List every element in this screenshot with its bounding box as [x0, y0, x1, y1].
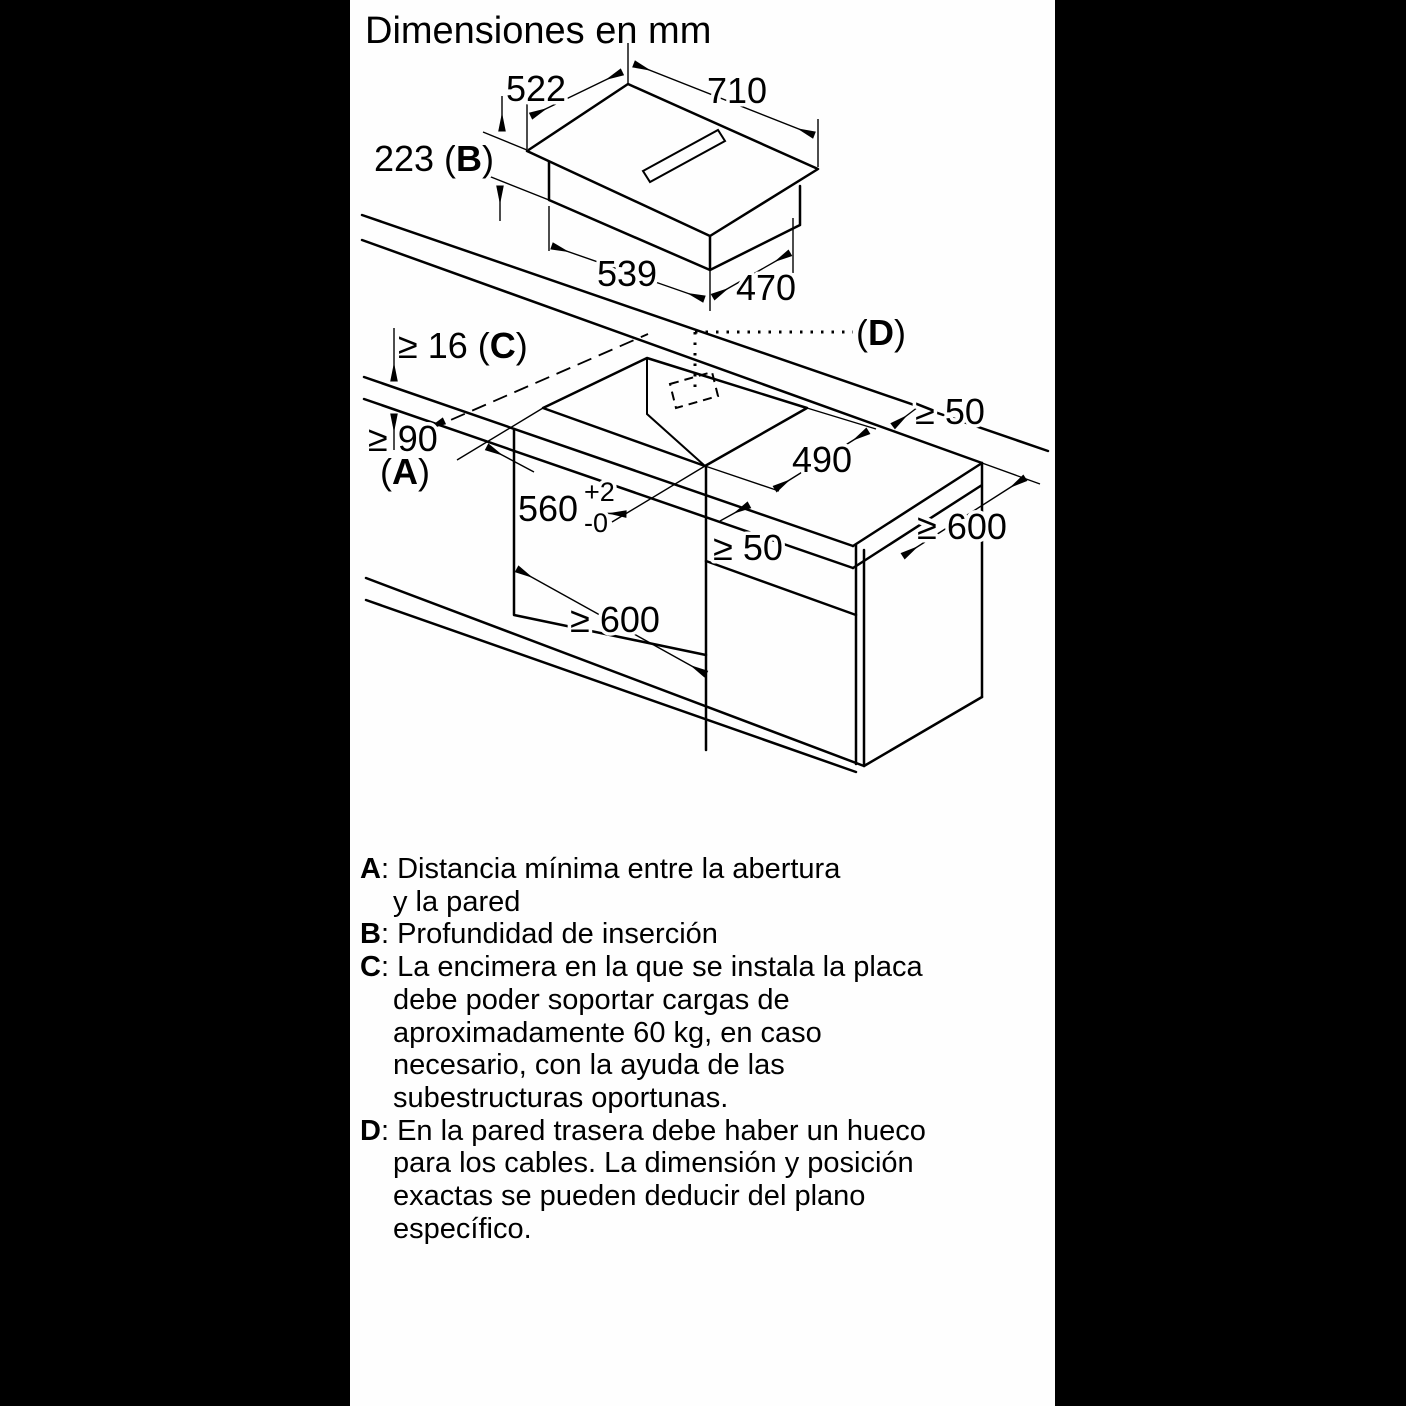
ext-490-front: [705, 466, 779, 491]
legend-line-d4: específico.: [393, 1212, 532, 1245]
page-title: Dimensiones en mm: [365, 10, 712, 52]
ext-600-right: [982, 463, 1040, 484]
legend-line-a2: y la pared: [393, 885, 521, 918]
label-710: 710: [706, 70, 768, 111]
legend-line-d2: para los cables. La dimensión y posición: [393, 1147, 914, 1180]
legend-line-d3: exactas se pueden deducir del plano: [393, 1180, 866, 1213]
legend-line-b1: B: Profundidad de inserción: [360, 918, 718, 951]
legend: [360, 853, 926, 1245]
label-90-A: ≥ 90 (A): [368, 418, 438, 492]
left-black-bar: [0, 0, 350, 1406]
legend-line-d1: D: En la pared trasera debe haber un hueco: [360, 1114, 926, 1147]
label-223-B: 223 (B): [373, 138, 495, 179]
legend-line-c4: necesario, con la ayuda de las: [393, 1049, 785, 1082]
label-490: 490: [791, 439, 853, 480]
dim-50-mid-arrow: [720, 505, 749, 521]
cabinet-door-top: [706, 561, 856, 615]
label-D: (D): [856, 312, 906, 353]
legend-line-c5: subestructuras oportunas.: [393, 1081, 729, 1114]
label-50-top: ≥ 50: [915, 391, 985, 432]
hob-top-face: [527, 84, 818, 236]
label-522: 522: [505, 68, 567, 109]
cabinet-right-side: [856, 545, 982, 766]
label-600-right: ≥ 600: [917, 506, 1007, 547]
ext-223-bottom: [486, 175, 549, 200]
worktop-right-end: [853, 463, 982, 697]
legend-line-c1: C: La encimera en la que se instala la placa: [360, 951, 923, 984]
legend-line-a1: A: Distancia mínima entre la abertura: [360, 853, 841, 885]
hob-outline: [527, 84, 818, 270]
cutout-opening: [543, 358, 807, 466]
label-50-mid: ≥ 50: [713, 527, 783, 568]
legend-line-c3: aproximadamente 60 kg, en caso: [393, 1016, 822, 1049]
legend-line-c2: debe poder soportar cargas de: [393, 983, 790, 1016]
label-600-bottom: ≥ 600: [570, 599, 660, 640]
cable-recess-annotation: [670, 332, 853, 408]
cabinet-outline: [366, 429, 982, 772]
diagram-panel: [350, 0, 1055, 1406]
worktop-front-edge: [364, 377, 853, 546]
right-black-bar: [1055, 0, 1406, 1406]
label-16-C: ≥ 16 (C): [398, 325, 528, 366]
label-560: 560 +2 -0: [518, 477, 615, 538]
label-539: 539: [596, 253, 658, 294]
label-470: 470: [735, 267, 797, 308]
